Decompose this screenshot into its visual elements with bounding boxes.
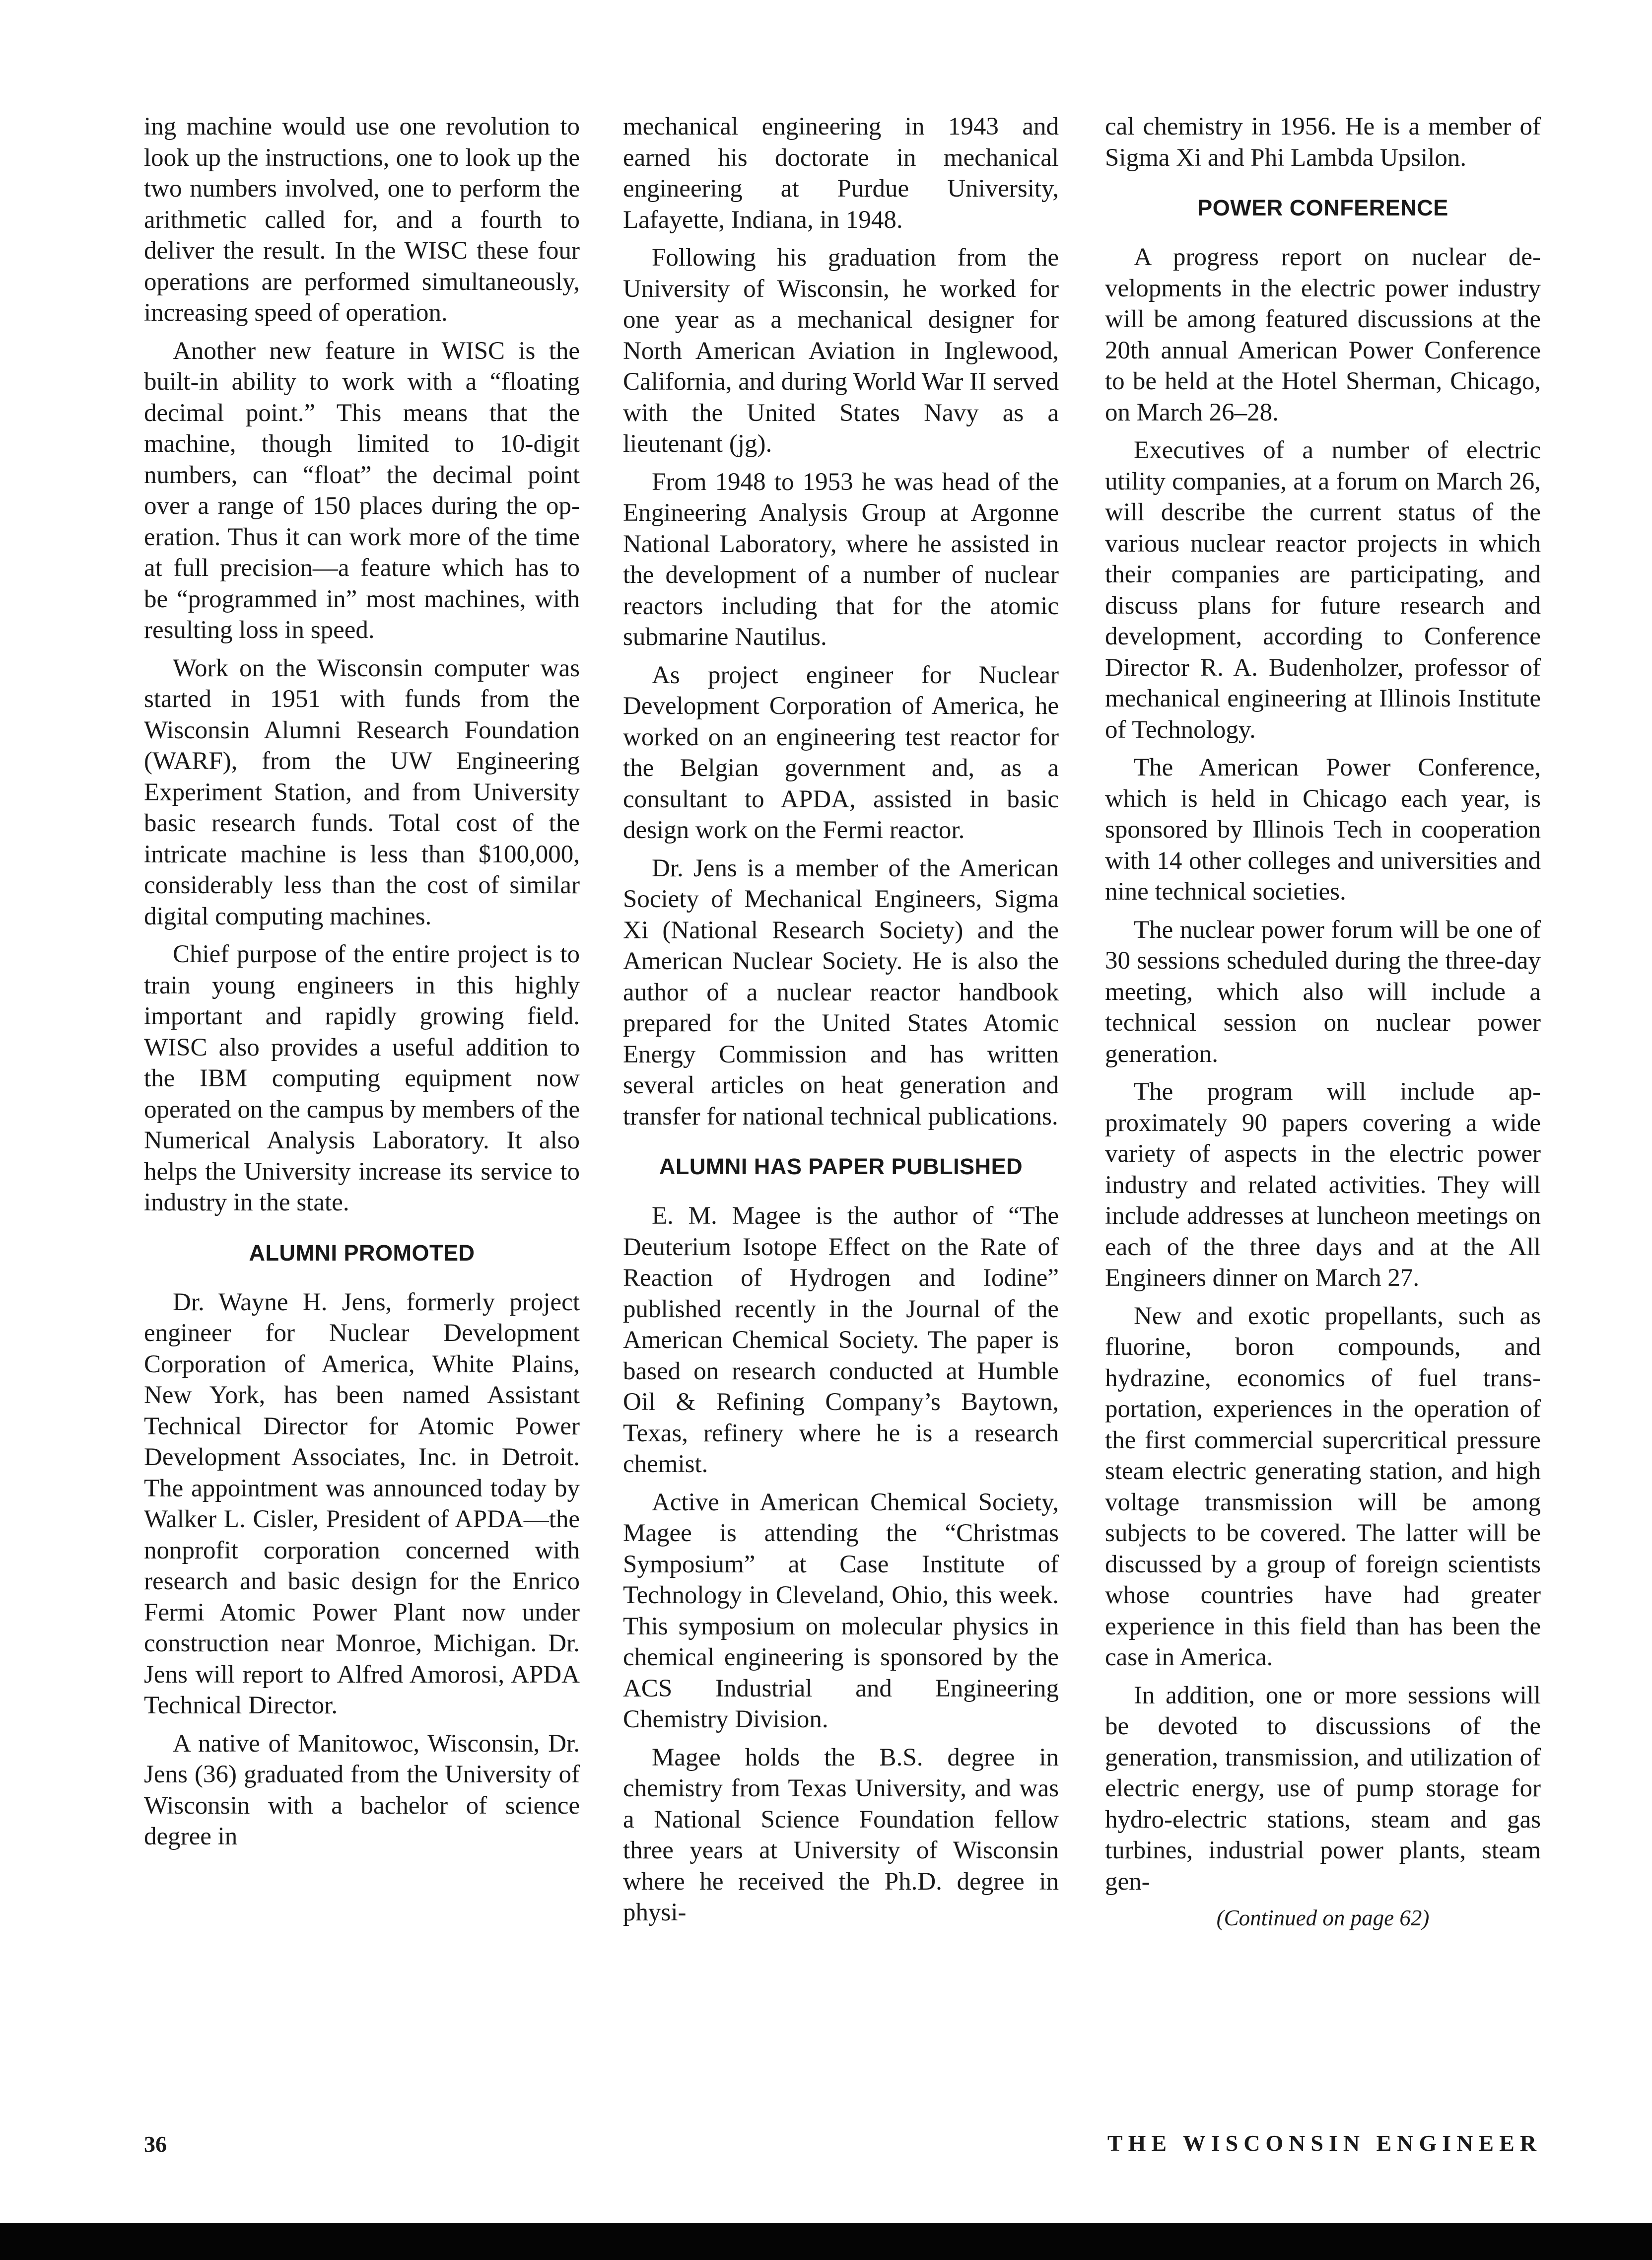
- paragraph: A native of Manitowoc, Wisconsin, Dr. Jens (36) graduated from the University of Wisconsin with a bachelor of science degree in: [144, 1729, 580, 1850]
- paragraph: Dr. Wayne H. Jens, formerly project engineer for Nuclear Development Corporation of America, White Plains, New York, has been named Assistant Technical Director for Atomic Power Development Associates, Inc. in Detroit. The appointment was announced today by Walker L. Cisler, President of APDA—the nonprofit corporation concerned with research and basic design for the Enrico Fermi Atomic Power Plant now under construction near Monroe, Michigan. Dr. Jens will report to Alfred Amorosi, APDA Technical Director.: [144, 1288, 580, 1719]
- paragraph: ing machine would use one revolution to look up the instructions, one to look up the two numbers involved, one to perform the arithmetic called for, and a fourth to deliver the result. In the WISC these four operations are performed simultaneously, increasing speed of operation.: [144, 113, 580, 327]
- paragraph: Magee holds the B.S. degree in chemistry from Texas University, and was a National Science Foundation fellow three years at University of Wisconsin where he received the Ph.D. degree in physi-: [623, 1743, 1059, 1926]
- paragraph: Following his graduation from the University of Wisconsin, he worked for one year as a mechanical designer for North American Aviation in Inglewood, California, and during World War II served with the United States Navy as a lieutenant (jg).: [623, 244, 1059, 458]
- paragraph: A progress report on nuclear developments in the electric power industry will be among featured discussions at the 20th annual American Power Conference to be held at the Hotel Sherman, Chicago, on March 26–28.: [1105, 243, 1541, 426]
- paragraph: Work on the Wisconsin computer was started in 1951 with funds from the Wisconsin Alumni Research Foundation (WARF), from the UW Engineering Experiment Station, and from University basic research funds. Total cost of the intricate machine is less than $100,000, considerably less than the cost of similar digital computing machines.: [144, 654, 580, 930]
- running-title: THE WISCONSIN ENGINEER: [1107, 2130, 1542, 2156]
- scan-border: [0, 2223, 1652, 2260]
- paragraph: E. M. Magee is the author of “The Deuterium Isotope Effect on the Rate of Reaction of Hydrogen and Iodine” published recently in the Journal of the American Chemical Society. The paper is based on research conducted at Humble Oil & Refining Company’s Baytown, Texas, refinery where he is a research chemist.: [623, 1202, 1059, 1478]
- section-heading-alumni-paper: ALUMNI HAS PAPER PUBLISHED: [659, 1154, 1023, 1179]
- article-column-2: [623, 111, 1059, 2117]
- paragraph: Active in American Chemical Society, Magee is attending the “Christmas Symposium” at Case Institute of Technology in Cleveland, Ohio, this week. This symposium on molecular physics in chemical engineering is sponsored by the ACS Industrial and Engineering Chemistry Division.: [623, 1488, 1059, 1733]
- page-number: 36: [144, 2131, 167, 2157]
- paragraph: Executives of a number of electric utility companies, at a forum on March 26, will describe the current status of the various nuclear reactor projects in which their companies are participating, and discuss plans for future research and development, according to Conference Director R. A. Budenholzer, professor of mechanical engineering at Illinois Institute of Technology.: [1105, 436, 1541, 744]
- paragraph: cal chemistry in 1956. He is a member of Sigma Xi and Phi Lambda Upsilon.: [1105, 113, 1541, 172]
- paragraph: Another new feature in WISC is the built-in ability to work with a “floating decimal point.” This means that the machine, though limited to 10-digit numbers, can “float” the decimal point over a range of 150 places during the operation. Thus it can work more of the time at full precision—a feature which has to be “programmed in” most machines, with resulting loss in speed.: [144, 337, 580, 644]
- continued-note: (Continued on page 62): [1216, 1906, 1430, 1930]
- paragraph: New and exotic propellants, such as fluorine, boron compounds, and hydrazine, economics of fuel transportation, experiences in the operation of the first commercial supercritical pressure steam electric generating station, and high voltage transmission will be among subjects to be covered. The latter will be discussed by a group of foreign scientists whose countries have had greater experience in this field than has been the case in America.: [1105, 1302, 1541, 1671]
- paragraph: As project engineer for Nuclear Development Corporation of America, he worked on an engineering test reactor for the Belgian government and, as a consultant to APDA, assisted in basic design work on the Fermi reactor.: [623, 661, 1059, 844]
- paragraph: The American Power Conference, which is held in Chicago each year, is sponsored by Illinois Tech in cooperation with 14 other colleges and universities and nine technical societies.: [1105, 754, 1541, 906]
- paragraph: From 1948 to 1953 he was head of the Engineering Analysis Group at Argonne National Laboratory, where he assisted in the development of a number of nuclear reactors including that for the atomic submarine Nautilus.: [623, 468, 1059, 651]
- paragraph: The program will include approximately 90 papers covering a wide variety of aspects in the electric power industry and related activities. They will include addresses at luncheon meetings on each of the three days and at the All Engineers dinner on March 27.: [1105, 1078, 1541, 1292]
- paragraph: mechanical engineering in 1943 and earned his doctorate in mechanical engineering at Purdue University, Lafayette, Indiana, in 1948.: [623, 113, 1059, 234]
- paragraph: The nuclear power forum will be one of 30 sessions scheduled during the three-day meeting, which also will include a technical session on nuclear power generation.: [1105, 916, 1541, 1068]
- article-column-3: [1105, 111, 1541, 2117]
- paragraph: In addition, one or more sessions will be devoted to discussions of the generation, transmission, and utilization of electric energy, use of pump storage for hydro-electric stations, steam and gas turbines, industrial power plants, steam gen-: [1105, 1681, 1541, 1896]
- paragraph: Chief purpose of the entire project is to train young engineers in this highly important and rapidly growing field. WISC also provides a useful addition to the IBM computing equipment now operated on the campus by members of the Numerical Analysis Laboratory. It also helps the University increase its service to industry in the state.: [144, 940, 580, 1216]
- article-column-1: [144, 111, 580, 2117]
- section-heading-power-conference: POWER CONFERENCE: [1197, 195, 1448, 220]
- paragraph: Dr. Jens is a member of the American Society of Mechanical Engineers, Sigma Xi (National Research Society) and the American Nuclear Society. He is also the author of a nuclear reactor handbook prepared for the United States Atomic Energy Commission and has written several articles on heat generation and transfer for national technical publications.: [623, 854, 1059, 1130]
- section-heading-alumni-promoted: ALUMNI PROMOTED: [249, 1240, 475, 1266]
